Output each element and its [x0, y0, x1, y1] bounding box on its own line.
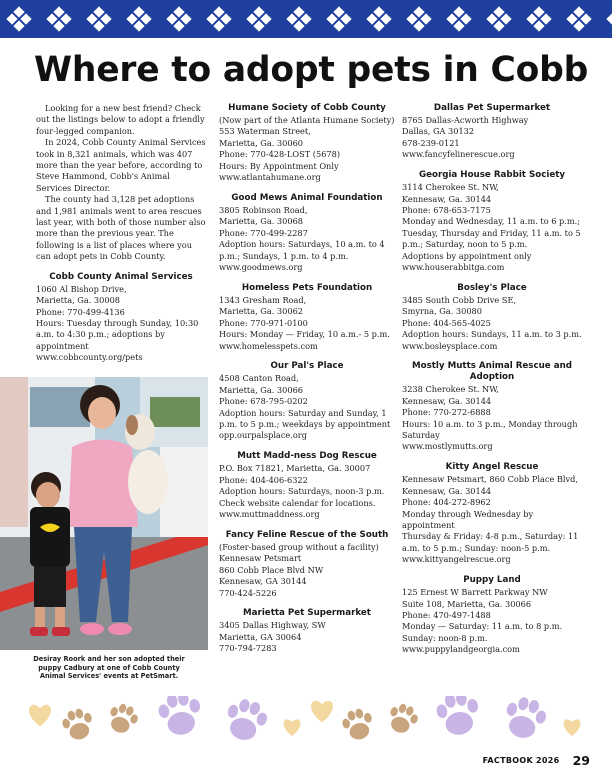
- photo-illustration: [0, 377, 208, 650]
- page-number: 29: [572, 753, 590, 768]
- column-2: [219, 103, 395, 664]
- diamond-cluster-icon: [528, 8, 550, 30]
- intro-paragraph: Looking for a new best friend? Check out the listings below to adopt a friendly four-legged companion.: [36, 103, 205, 136]
- listing-detail: Marietta, Ga. 30008: [36, 295, 120, 306]
- listing-detail: Adoption hours: Saturdays, 10 a.m. to 4 p.m.; Sundays, 1 p.m. to 4 p.m.: [219, 239, 385, 261]
- listing-detail: Marietta, Ga. 30066: [219, 384, 303, 395]
- listing-detail: 3238 Cherokee St. NW,: [402, 384, 499, 395]
- column-3: [402, 103, 582, 665]
- listing-website-link[interactable]: www.kittyangelrescue.org: [402, 554, 511, 565]
- listing-detail: 3485 South Cobb Drive SE,: [402, 294, 517, 305]
- listing-entry: [219, 283, 395, 352]
- listing-detail: 770-794-7283: [219, 643, 277, 654]
- page-footer: [483, 750, 590, 769]
- listing-detail: Phone: 678-653-7175: [402, 204, 491, 215]
- listing-name: Kitty Angel Rescue: [445, 462, 539, 473]
- listing-detail: 1343 Gresham Road,: [219, 294, 307, 305]
- paw-print-icon: [501, 696, 550, 743]
- paw-print-icon: [385, 701, 421, 737]
- diamond-cluster-icon: [568, 8, 590, 30]
- listing-name: Dallas Pet Supermarket: [433, 103, 551, 113]
- listing-website-link[interactable]: www.fancyfelinerescue.org: [402, 149, 515, 160]
- diamond-cluster-icon: [408, 8, 430, 30]
- listing-detail: 4508 Canton Road,: [219, 373, 299, 384]
- listing-detail: Thursday & Friday: 4-8 p.m., Saturday: 11 a.m. to 5 p.m.; Sunday: noon-5 p.m.: [402, 531, 579, 553]
- listing-detail: Sunday: noon-8 p.m.: [402, 632, 488, 643]
- listing-detail: Hours: By Appointment Only: [219, 160, 339, 171]
- diamond-cluster-icon: [88, 8, 110, 30]
- heart-icon: [284, 719, 301, 736]
- listing-detail: Monday through Wednesday by appointment: [402, 508, 534, 530]
- listing-detail: Smyrna, Ga. 30080: [402, 306, 482, 317]
- diamond-cluster-icon: [48, 8, 70, 30]
- listing-name: Puppy Land: [463, 575, 521, 586]
- listing-detail: Adoptions by appointment only: [402, 250, 532, 261]
- listing-name: Georgia House Rabbit Society: [418, 170, 566, 181]
- listing-entry: [402, 283, 582, 352]
- listing-detail: Adoption hours: Saturday and Sunday, 1 p.m. to 5 p.m.; weekdays by appointment: [219, 407, 391, 430]
- photo-caption: Desiray Roork and her son adopted their puppy Cadbury at one of Cobb County Animal Services' events at PetSmart.: [33, 655, 185, 681]
- listing-name: Mutt Madd-ness Dog Rescue: [237, 451, 377, 462]
- listing-entry: [219, 103, 395, 183]
- listing-entry: [402, 462, 582, 565]
- listing-detail: Adoption hours: Saturdays, noon-3 p.m. Check website calendar for locations.: [219, 486, 385, 508]
- paw-print-icon: [434, 696, 482, 738]
- listing-website-link[interactable]: www.cobbcounty.org/pets: [36, 352, 143, 363]
- top-decorative-band: [0, 0, 612, 38]
- listing-detail: 678-239-0121: [402, 137, 460, 148]
- paw-print-icon: [340, 706, 377, 743]
- listing-website-link[interactable]: www.bosleysplace.com: [402, 340, 498, 351]
- listing-website-link[interactable]: opp.ourpalsplace.org: [219, 430, 307, 441]
- diamond-cluster-icon: [608, 8, 612, 30]
- listing-entry: [402, 170, 582, 273]
- listing-website-link[interactable]: www.muttmaddness.org: [219, 508, 320, 519]
- adoption-photo: [0, 377, 208, 650]
- listing-detail: Phone: 770-499-4136: [36, 306, 125, 317]
- paw-print-icon: [222, 696, 271, 745]
- listing-entry: [219, 193, 395, 273]
- listing-detail: P.O. Box 71821, Marietta, Ga. 30007: [219, 463, 371, 474]
- listing-detail: Phone: 404-406-6322: [219, 474, 308, 485]
- listing-detail: (Foster-based group without a facility): [219, 541, 379, 552]
- listing-detail: Hours: Monday — Friday, 10 a.m.- 5 p.m.: [219, 329, 390, 340]
- listing-detail: Adoption hours: Sundays, 11 a.m. to 3 p.m.: [402, 329, 582, 340]
- listing-name: Our Pal's Place: [270, 361, 344, 372]
- listing-detail: 553 Waterman Street,: [219, 126, 311, 137]
- listing-detail: Monday and Wednesday, 11 a.m. to 6 p.m.; Tuesday, Thursday and Friday, 11 a.m. to 5 p.m.; Saturday, noon to 5 p.m.: [402, 216, 581, 250]
- listing-detail: Monday — Saturday: 11 a.m. to 8 p.m.: [402, 621, 563, 632]
- listing-detail: Phone: 770-971-0100: [219, 317, 308, 328]
- listing-website-link[interactable]: www.houserabbitga.com: [402, 261, 505, 272]
- diamond-cluster-icon: [8, 8, 30, 30]
- listing-name: Good Mews Animal Foundation: [231, 192, 383, 203]
- listing-name: Bosley's Place: [457, 282, 527, 293]
- intro-paragraph: In 2024, Cobb County Animal Services took in 8,321 animals, which was 407 more than the year before, according to Steve Hammond, Cobb's Animal Services Director.: [36, 137, 206, 193]
- listing-detail: (Now part of the Atlanta Humane Society): [219, 115, 395, 125]
- listing-entry: [402, 103, 582, 161]
- listing-detail: Phone: 770-272-6888: [402, 407, 491, 418]
- listing-detail: 1060 Al Bishop Drive,: [36, 283, 127, 294]
- diamond-cluster-icon: [448, 8, 470, 30]
- listing-detail: Phone: 678-795-0202: [219, 396, 308, 407]
- listing-detail: Phone: 404-565-4025: [402, 317, 491, 328]
- listing-detail: 3114 Cherokee St. NW,: [402, 182, 499, 193]
- diamond-cluster-icon: [168, 8, 190, 30]
- listing-detail: 8765 Dallas-Acworth Highway: [402, 115, 529, 125]
- intro-paragraph: The county had 3,128 pet adoptions and 1,981 animals went to area rescues last year, with both of those number also more than the previous year. The following is a list of places where you can adopt pets in Cobb County.: [36, 194, 206, 262]
- listing-detail: Kennesaw, Ga. 30144: [402, 395, 492, 406]
- listing-entry: [36, 272, 206, 364]
- listing-entry: [402, 361, 582, 452]
- listing-detail: Phone: 770-499-2287: [219, 227, 308, 238]
- listing-detail: 770-424-5226: [219, 587, 277, 598]
- listing-entry: [219, 451, 395, 520]
- diamond-cluster-icon: [288, 8, 310, 30]
- paw-print-icon: [156, 696, 204, 738]
- listing-website-link[interactable]: www.atlantahumane.org: [219, 172, 321, 183]
- listing-website-link[interactable]: www.puppylandgeorgia.com: [402, 644, 520, 655]
- listing-entry: [219, 530, 395, 599]
- listing-detail: Marietta, Ga. 30062: [219, 306, 303, 317]
- heart-icon: [29, 705, 51, 727]
- listing-name: Mostly Mutts Animal Rescue and Adoption: [411, 361, 572, 383]
- listing-detail: Kennesaw, Ga. 30144: [402, 193, 492, 204]
- listing-detail: Phone: 470-497-1488: [402, 609, 491, 620]
- listing-detail: Kennesaw, GA 30144: [219, 576, 307, 587]
- listing-detail: Marietta, Ga. 30060: [219, 137, 303, 148]
- listing-name: Fancy Feline Rescue of the South: [225, 529, 389, 540]
- listing-detail: Marietta, Ga. 30068: [219, 216, 303, 227]
- listing-name: Humane Society of Cobb County: [228, 103, 386, 113]
- listing-detail: Hours: Tuesday through Sunday, 10:30 a.m. to 4:30 p.m.; adoptions by appointment: [36, 317, 199, 351]
- listing-name: Cobb County Animal Services: [49, 271, 193, 282]
- paw-print-icon: [60, 706, 97, 743]
- listing-detail: 3405 Dallas Highway, SW: [219, 620, 326, 631]
- listing-detail: Marietta, GA 30064: [219, 631, 302, 642]
- listing-detail: Dallas, GA 30132: [402, 126, 475, 137]
- intro-text: [36, 103, 206, 263]
- listing-detail: 125 Ernest W Barrett Parkway NW: [402, 587, 548, 598]
- diamond-cluster-icon: [328, 8, 350, 30]
- listing-detail: Kennesaw Petsmart, 860 Cobb Place Blvd, Kennesaw, Ga. 30144: [402, 474, 579, 496]
- heart-icon: [564, 719, 581, 736]
- diamond-cluster-icon: [128, 8, 150, 30]
- paw-print-border: [0, 696, 612, 752]
- diamond-cluster-icon: [208, 8, 230, 30]
- listing-detail: Phone: 770-428-LOST (5678): [219, 149, 341, 160]
- page-title: Where to adopt pets in Cobb: [34, 50, 589, 90]
- listing-entry: [219, 608, 395, 654]
- diamond-cluster-icon: [368, 8, 390, 30]
- listing-website-link[interactable]: www.goodmews.org: [219, 261, 303, 272]
- paw-print-icon: [105, 701, 141, 737]
- diamond-cluster-icon: [248, 8, 270, 30]
- listing-name: Homeless Pets Foundation: [241, 282, 373, 293]
- listing-detail: Hours: 10 a.m. to 3 p.m., Monday through Saturday: [402, 418, 578, 441]
- column-1: [36, 103, 206, 374]
- listing-website-link[interactable]: www.mostlymutts.org: [402, 441, 493, 452]
- diamond-cluster-icon: [488, 8, 510, 30]
- listing-detail: Suite 108, Marietta, Ga. 30066: [402, 598, 532, 609]
- listing-website-link[interactable]: www.homelesspets.com: [219, 340, 318, 351]
- listing-detail: 3805 Robinson Road,: [219, 204, 308, 215]
- listing-detail: Phone: 404-272-8962: [402, 497, 491, 508]
- listing-entry: [402, 575, 582, 655]
- listing-detail: Kennesaw Petsmart: [219, 553, 302, 564]
- listing-detail: 860 Cobb Place Blvd NW: [219, 564, 324, 575]
- listing-entry: [219, 361, 395, 441]
- listing-name: Marietta Pet Supermarket: [243, 608, 371, 619]
- heart-icon: [311, 701, 333, 723]
- footer-label: FACTBOOK 2026: [482, 756, 560, 765]
